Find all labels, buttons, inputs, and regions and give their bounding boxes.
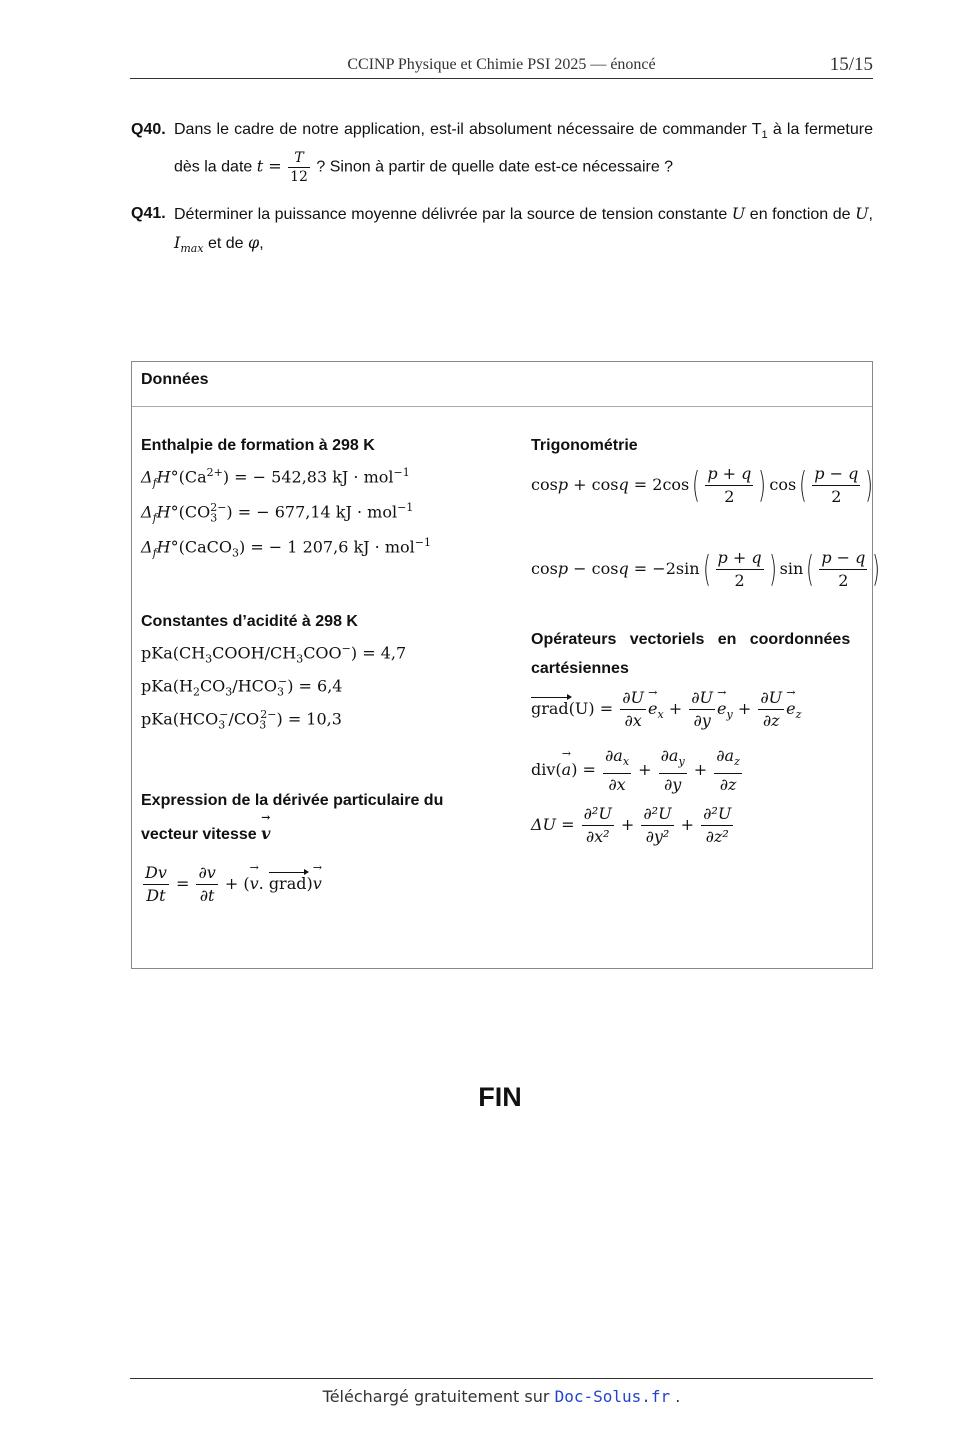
pka-line-hco3: $pKa(HCO_3^-/CO_3^{2-}) = 10,3$ xyxy=(141,708,342,732)
trigo-formula-sum: cosp + cosq = 2cos( $\frac{p + q}{2}$ ) cos( $\frac{p - q}{2}$ ) xyxy=(531,464,874,506)
question-number: Q40. xyxy=(131,121,166,138)
page-header xyxy=(130,54,873,79)
question-41 xyxy=(131,200,873,263)
footer-text: Téléchargé gratuitement sur Doc-Solus.fr . xyxy=(322,1387,681,1406)
operateurs-heading: Opérateurs vectoriels en coordonnées xyxy=(531,631,851,648)
enthalpie-heading: Enthalpie de formation à 298 K xyxy=(141,437,375,454)
donnees-title: Données xyxy=(141,371,209,388)
derivee-heading-2: vecteur vitesse → v xyxy=(141,824,270,844)
page-footer xyxy=(130,1378,873,1406)
end-marker: FIN xyxy=(478,1082,522,1112)
derivee-formula: $\frac{Dv}{Dt}$ = $\frac{\partial v}{\partial t}$ + (→ v. grad)→ v xyxy=(141,862,322,907)
derivee-heading: Expression de la dérivée particulaire du xyxy=(141,792,444,809)
divergence-formula: div(→ a) = $\frac{\partial a_x}{\partial x}$ + $\frac{\partial a_y}{\partial y}$ + $\frac{\partial a_z}{\partial z}$ xyxy=(531,745,744,796)
enthalpie-line-ca: $\Delta_fH^\circ(Ca^{2+})$ = − 542,83 kJ · mol$^{-1}$ xyxy=(141,466,410,490)
enthalpie-line-caco3: $\Delta_fH^\circ(CaCO_3)$ = − 1 207,6 kJ · mol$^{-1}$ xyxy=(141,536,431,560)
donnees-header xyxy=(132,362,872,407)
acidite-heading: Constantes d’acidité à 298 K xyxy=(141,613,358,630)
fraction-t-over-12: $\frac{T}{12}$ xyxy=(290,150,308,186)
trigo-formula-diff: cosp − cosq = −2sin( $\frac{p + q}{2}$ ) sin( $\frac{p - q}{2}$ ) xyxy=(531,548,881,590)
donnees-box xyxy=(131,361,881,969)
enthalpie-line-co3: $\Delta_fH^\circ(CO_3^{2-})$ = − 677,14 kJ · mol$^{-1}$ xyxy=(141,501,414,525)
trigo-heading: Trigonométrie xyxy=(531,437,638,454)
question-text: Déterminer la puissance moyenne délivrée par la source de tension constante U en fonction de U, $I_{max}$ et de φ, xyxy=(174,204,873,256)
pka-line-h2co3: $pKa(H_2CO_3/HCO_3^-) = 6,4$ xyxy=(141,675,343,699)
laplacian-formula: ΔU = $\frac{\text{∂²U}}{\text{∂x²}}$ + $\frac{\text{∂²U}}{\text{∂y²}}$ + $\frac{\text{∂²U}}{\text{∂z²}}$ xyxy=(531,804,732,846)
doc-solus-link[interactable]: Doc-Solus.fr xyxy=(554,1387,671,1406)
page-number: 15/15 xyxy=(829,54,873,75)
question-number: Q41. xyxy=(131,205,166,222)
question-40 xyxy=(131,116,873,186)
question-text: Dans le cadre de notre application, est-il absolument nécessaire de commander $T_1$ à la fermeture dès la date t = $\frac{T}{12}$ ? Sinon à partir de quelle date est-ce nécessaire ? xyxy=(174,121,874,186)
operateurs-heading-2: cartésiennes xyxy=(531,660,629,677)
pka-line-acetic: $pKa(CH_3COOH/CH_3COO^-) = 4,7$ xyxy=(141,642,407,666)
header-title: CCINP Physique et Chimie PSI 2025 — énoncé xyxy=(347,56,656,73)
gradient-formula: grad(U) = $\frac{\partial U}{\partial x}$ → $e_x$ + $\frac{\partial U}{\partial y}$ → $e_y$ + $\frac{\partial U}{\partial z}$ → $e_z$ xyxy=(531,687,801,732)
